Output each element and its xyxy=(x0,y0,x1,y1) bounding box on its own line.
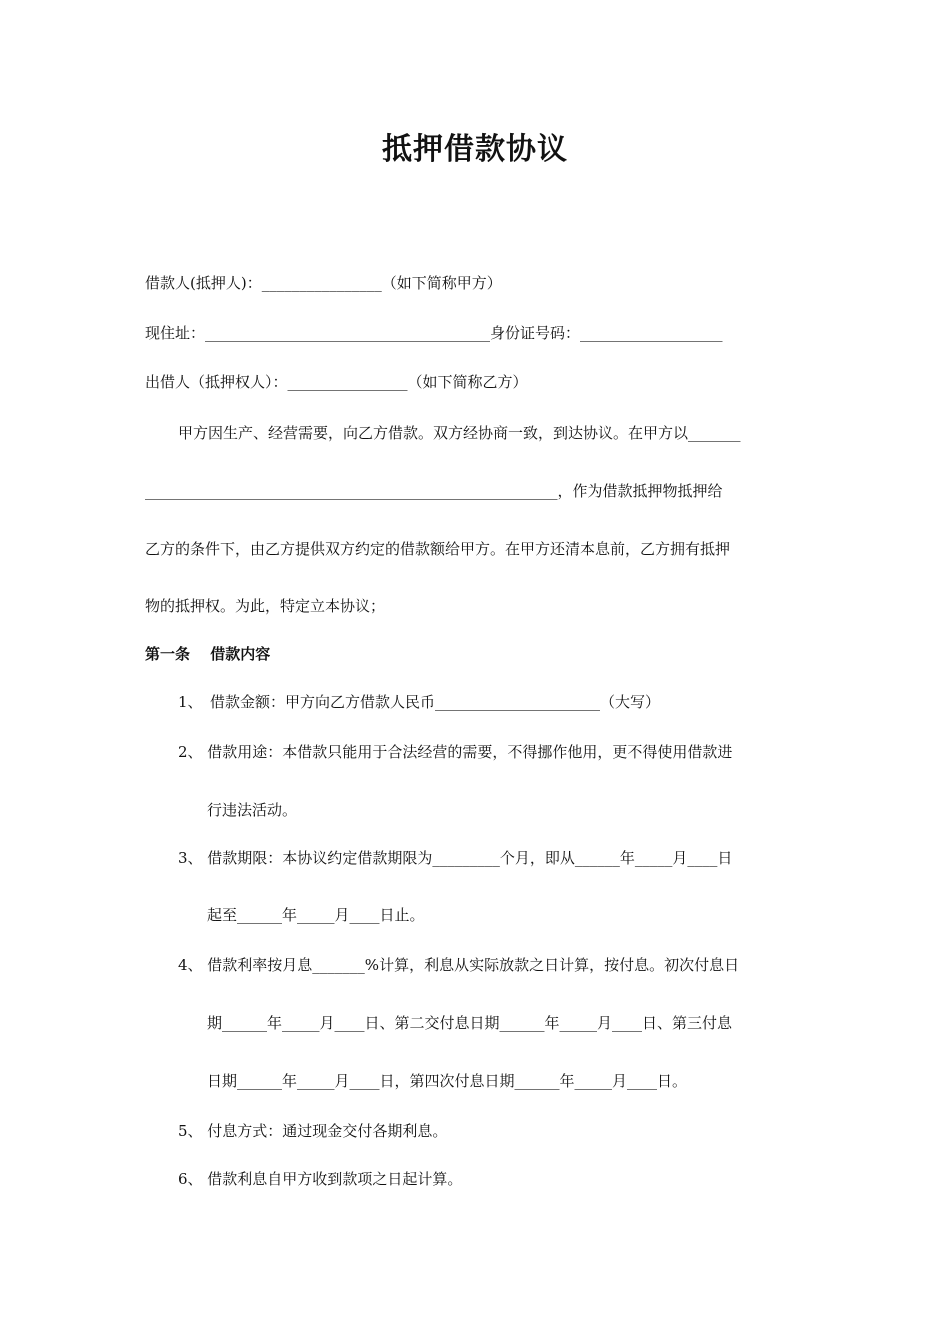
item-4-line-1: 4、 借款利率按月息_______%计算，利息从实际放款之日计算，按付息。初次付息日 xyxy=(178,956,740,974)
borrower-line: 借款人(抵押人)：________________（如下简称甲方） xyxy=(145,274,502,292)
item-4-line-3: 日期______年_____月____日，第四次付息日期______年_____月____日。 xyxy=(207,1072,688,1090)
item-6-line: 6、 借款利息自甲方收到款项之日起计算。 xyxy=(178,1170,463,1188)
item-1-line: 1、 借款金额：甲方向乙方借款人民币______________________（大写） xyxy=(178,693,661,711)
lender-line: 出借人（抵押权人）：________________（如下简称乙方） xyxy=(145,373,528,391)
intro-line-2: _______________________________________________________，作为借款抵押物抵押给 xyxy=(145,482,723,500)
item-3-line-2: 起至______年_____月____日止。 xyxy=(207,906,425,924)
item-3-line-1: 3、 借款期限：本协议约定借款期限为_________个月，即从______年_____月____日 xyxy=(178,849,733,867)
intro-line-4: 物的抵押权。为此，特定立本协议； xyxy=(145,597,386,615)
item-2-line-2: 行违法活动。 xyxy=(207,801,298,819)
address-id-line: 现住址：______________________________________身份证号码：___________________ xyxy=(145,324,723,342)
document-title: 抵押借款协议 xyxy=(382,132,568,167)
item-5-line: 5、 付息方式：通过现金交付各期利息。 xyxy=(178,1122,448,1140)
item-2-line-1: 2、 借款用途：本借款只能用于合法经营的需要，不得挪作他用，更不得使用借款进 xyxy=(178,743,733,761)
intro-line-3: 乙方的条件下，由乙方提供双方约定的借款额给甲方。在甲方还清本息前，乙方拥有抵押 xyxy=(145,540,731,558)
article-1-heading: 第一条 借款内容 xyxy=(145,645,271,663)
item-4-line-2: 期______年_____月____日、第二交付息日期______年_____月____日、第三付息 xyxy=(207,1014,733,1032)
intro-line-1: 甲方因生产、经营需要，向乙方借款。双方经协商一致，到达协议。在甲方以_______ xyxy=(178,424,741,442)
